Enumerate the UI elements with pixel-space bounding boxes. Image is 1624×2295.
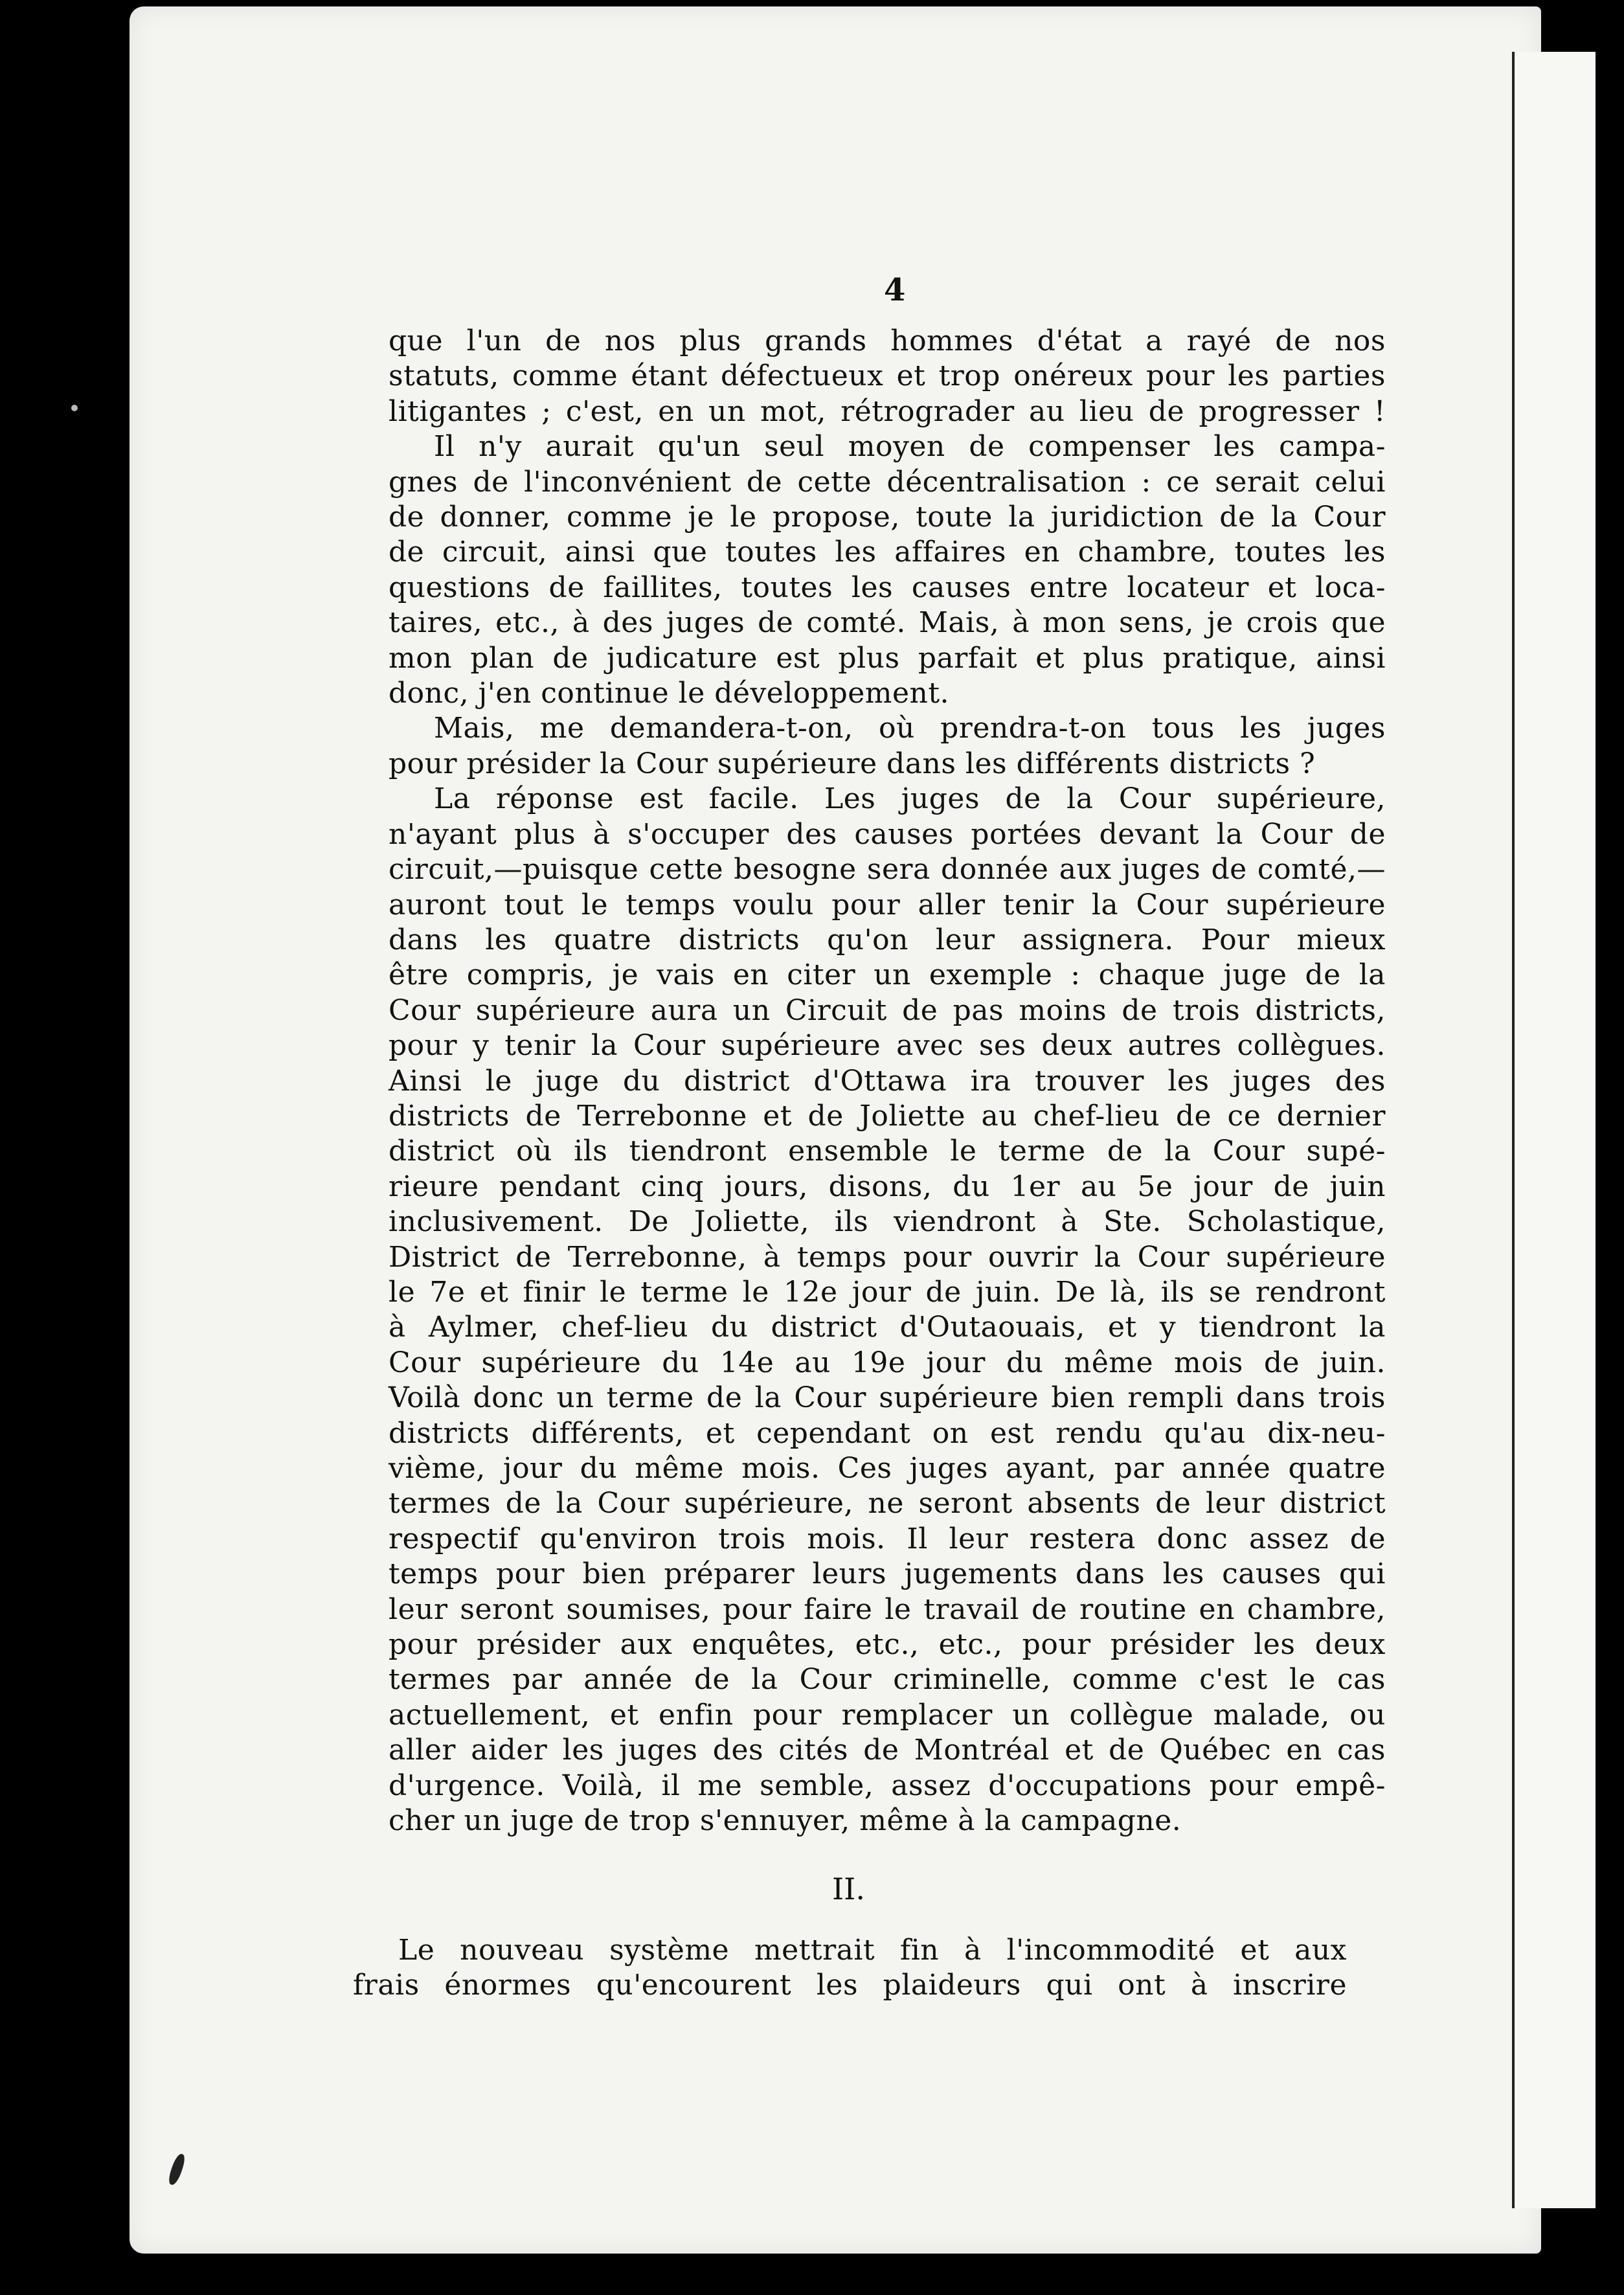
text-line: leur seront soumises, pour faire le travail de routine en chambre, (389, 1592, 1386, 1626)
section-heading: II. (832, 1871, 865, 1906)
text-line: actuellement, et enfin pour remplacer un collègue malade, ou (389, 1698, 1386, 1732)
body-text (389, 324, 1386, 1838)
text-line: vième, jour du même mois. Ces juges ayant, par année quatre (389, 1452, 1386, 1485)
text-line: à Aylmer, chef-lieu du district d'Outaouais, et y tiendront la (389, 1311, 1386, 1344)
text-line: cher un juge de trop s'ennuyer, même à la campagne. (389, 1804, 1182, 1838)
text-line: circuit,—puisque cette besogne sera donnée aux juges de comté,— (389, 853, 1386, 887)
text-line: questions de faillites, toutes les causes entre locateur et loca- (389, 571, 1386, 604)
text-line: Cour supérieure aura un Circuit de pas moins de trois districts, (389, 993, 1386, 1027)
text-line: d'urgence. Voilà, il me semble, assez d'occupations pour empê- (389, 1769, 1386, 1802)
text-line: Mais, me demandera-t-on, où prendra-t-on tous les juges (434, 712, 1386, 745)
text-line: mon plan de judicature est plus parfait et plus pratique, ainsi (389, 641, 1386, 675)
text-line: aller aider les juges des cités de Montréal et de Québec en cas (389, 1734, 1386, 1767)
text-line: frais énormes qu'encourent les plaideurs qui ont à inscrire (353, 1969, 1347, 2002)
text-line: Ainsi le juge du district d'Ottawa ira trouver les juges des (389, 1064, 1386, 1098)
next-page-edge (1512, 52, 1596, 2208)
section-text (353, 1933, 1347, 2003)
text-line: n'ayant plus à s'occuper des causes portées devant la Cour de (389, 817, 1386, 851)
text-line: respectif qu'environ trois mois. Il leur restera donc assez de (389, 1522, 1386, 1555)
text-line: districts de Terrebonne et de Joliette au chef-lieu de ce dernier (389, 1099, 1386, 1133)
text-line: districts différents, et cependant on est rendu qu'au dix-neu- (389, 1416, 1386, 1450)
text-line: taires, etc., à des juges de comté. Mais, à mon sens, je crois que (389, 606, 1386, 640)
text-line: district où ils tiendront ensemble le terme de la Cour supé- (389, 1135, 1386, 1168)
page-number: 4 (884, 272, 906, 308)
text-line: Le nouveau système mettrait fin à l'incommodité et aux (398, 1934, 1347, 1967)
text-line: rieure pendant cinq jours, disons, du 1er au 5e jour de juin (389, 1170, 1386, 1203)
text-line: pour y tenir la Cour supérieure avec ses deux autres collègues. (389, 1029, 1386, 1063)
text-line: Voilà donc un terme de la Cour supérieure bien rempli dans trois (389, 1381, 1386, 1415)
text-line: gnes de l'inconvénient de cette décentralisation : ce serait celui (389, 465, 1386, 499)
margin-speck (71, 405, 78, 411)
text-line: La réponse est facile. Les juges de la Cour supérieure, (434, 782, 1386, 816)
text-line: inclusivement. De Joliette, ils viendront à Ste. Scholastique, (389, 1205, 1386, 1239)
text-line: auront tout le temps voulu pour aller tenir la Cour supérieure (389, 888, 1386, 921)
text-line: pour présider aux enquêtes, etc., etc., pour présider les deux (389, 1628, 1386, 1662)
text-line: termes par année de la Cour criminelle, comme c'est le cas (389, 1663, 1386, 1697)
text-line: termes de la Cour supérieure, ne seront absents de leur district (389, 1487, 1386, 1521)
text-line: Cour supérieure du 14e au 19e jour du même mois de juin. (389, 1346, 1386, 1379)
text-line: le 7e et finir le terme le 12e jour de juin. De là, ils se rendront (389, 1275, 1386, 1309)
text-line: de donner, comme je le propose, toute la juridiction de la Cour (389, 501, 1386, 534)
text-line: de circuit, ainsi que toutes les affaires en chambre, toutes les (389, 536, 1386, 569)
text-line: pour présider la Cour supérieure dans les différents districts ? (389, 747, 1316, 780)
text-line: que l'un de nos plus grands hommes d'état a rayé de nos (389, 324, 1386, 357)
text-line: statuts, comme étant défectueux et trop onéreux pour les parties (389, 359, 1386, 393)
text-line: temps pour bien préparer leurs jugements dans les causes qui (389, 1557, 1386, 1591)
text-line: District de Terrebonne, à temps pour ouvrir la Cour supérieure (389, 1240, 1386, 1274)
text-line: être compris, je vais en citer un exemple : chaque juge de la (389, 958, 1386, 992)
text-line: dans les quatre districts qu'on leur assignera. Pour mieux (389, 923, 1386, 956)
text-line: litigantes ; c'est, en un mot, rétrograder au lieu de progresser ! (389, 394, 1386, 428)
text-line: donc, j'en continue le développement. (389, 677, 950, 710)
text-line: Il n'y aurait qu'un seul moyen de compenser les campa- (434, 430, 1386, 464)
